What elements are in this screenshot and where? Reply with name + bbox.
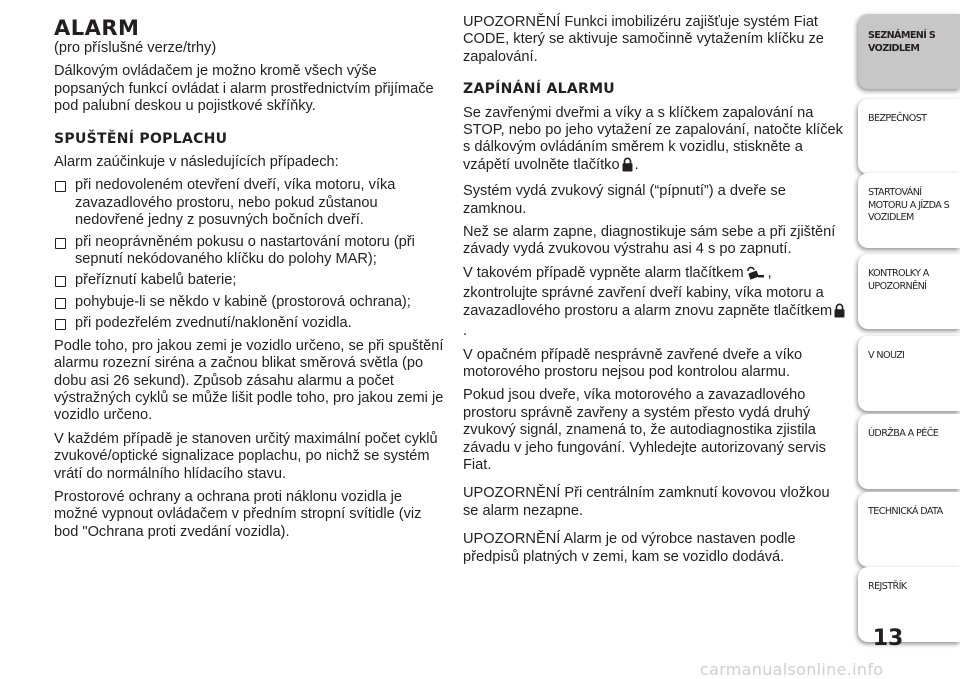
paragraph-country: Podle toho, pro jakou zemi je vozidlo určeno, se při spuštění alarmu rozezní siréna a začnou blikat směrová světla (po dobu asi 26 sekund). Způsob zásahu alarmu a počet výstražných cyklů se může lišit podle toho, pro jakou zemi je vozidlo určeno. — [54, 337, 444, 424]
heading-alarm-trigger: SPUŠTĚNÍ POPLACHU — [54, 130, 228, 147]
tab-maintenance[interactable]: ÚDRŽBA A PÉČE — [858, 414, 960, 489]
list-item: při nedovoleném otevření dveří, víka motoru, víka zavazadlového prostoru, nebo pokud zůstanou nedovřené jedny z posuvných bočních dveří. — [54, 177, 444, 229]
tab-warning-lights[interactable]: KONTROLKY A UPOZORNĚNÍ — [858, 254, 960, 329]
list-item: pohybuje-li se někdo v kabině (prostorová ochrana); — [54, 294, 444, 311]
list-item: při podezřelém zvednutí/naklonění vozidla. — [54, 315, 444, 332]
bullet-box-icon — [55, 238, 66, 249]
paragraph-second-beep: Pokud jsou dveře, víka motorového a zavazadlového prostoru správně zavřeny a systém přesto vydá druhý zvukový signál, znamená to, že autodiagnostika zjistila závadu v jeho fungování. Vyhledejte autorizovaný servis Fiat. — [463, 387, 826, 473]
open-padlock-key-icon — [746, 266, 766, 285]
paragraph-not-monitored: V opačném případě nesprávně zavřené dveře a víko motorového prostoru nejsou pod kontrolou alarmu. — [463, 346, 803, 380]
section-subtitle: (pro příslušné verze/trhy) — [54, 40, 217, 56]
watermark: carmanualsonline.info — [700, 660, 884, 679]
paragraph-max-cycles: V každém případě je stanoven určitý maximální počet cyklů zvukové/optické signalizace poplachu, po nichž se systém vrátí do normálního hlídacího stavu. — [54, 430, 438, 482]
tab-getting-to-know[interactable]: SEZNÁMENÍ S VOZIDLEM — [858, 14, 960, 89]
right-column — [463, 14, 848, 572]
heading-arming: ZAPÍNÁNÍ ALARMU — [463, 81, 615, 98]
tab-index[interactable]: REJSTŘÍK — [858, 567, 960, 642]
tab-starting-driving[interactable]: STARTOVÁNÍ MOTORU A JÍZDA S VOZIDLEM — [858, 173, 960, 248]
tab-emergency[interactable]: V NOUZI — [858, 336, 960, 411]
list-item: přeříznutí kabelů baterie; — [54, 272, 444, 289]
left-column — [54, 14, 444, 547]
tab-technical-data[interactable]: TECHNICKÁ DATA — [858, 492, 960, 567]
warning-central-lock: UPOZORNĚNÍ Při centrálním zamknutí kovovou vložkou se alarm nezapne. — [463, 485, 830, 519]
section-title: ALARM — [54, 16, 140, 40]
trigger-list — [54, 177, 444, 332]
paragraph-arming: Se zavřenými dveřmi a víky a s klíčkem zapalování na STOP, nebo po jeho vytažení ze zapalování, natočte klíček s dálkovým ovládáním směrem k vozidlu, stiskněte a vzápětí uvolněte tlačítko . — [463, 105, 848, 178]
warning-immobilizer: UPOZORNĚNÍ Funkci imobilizéru zajišťuje systém Fiat CODE, který se aktivuje samočinně vytažením klíčku ze zapalování. — [463, 14, 824, 65]
bullet-box-icon — [55, 319, 66, 330]
bullet-box-icon — [55, 276, 66, 287]
padlock-icon — [834, 303, 845, 323]
paragraph-beep: Systém vydá zvukový signál (“pípnutí”) a dveře se zamknou. — [463, 183, 786, 217]
chapter-tabs — [858, 0, 960, 678]
page-number: 13 — [872, 626, 904, 651]
bullet-box-icon — [55, 298, 66, 309]
bullet-box-icon — [55, 181, 66, 192]
warning-factory-setting: UPOZORNĚNÍ Alarm je od výrobce nastaven podle předpisů platných v zemi, kam se vozidlo dodává. — [463, 531, 796, 565]
paragraph-volumetric: Prostorové ochrany a ochrana proti náklonu vozidla je možné vypnout ovládačem v předním stropní svítidle (viz bod "Ochrana proti zvedání vozidla). — [54, 488, 422, 540]
paragraph-switch-off: V takovém případě vypněte alarm tlačítkem , zkontrolujte správné zavření dveří kabiny, víka motoru a zavazadlového prostoru a alarm znovu zapněte tlačítkem. — [463, 265, 848, 341]
intro-paragraph: Dálkovým ovládačem je možno kromě všech výše popsaných funkcí ovládat i alarm prostřednictvím přijímače pod palubní deskou u pojistkové skříňky. — [54, 63, 434, 115]
padlock-icon — [622, 157, 633, 177]
list-item: při neoprávněném pokusu o nastartování motoru (při sepnutí nekódovaného klíčku do polohy MAR); — [54, 234, 444, 269]
tab-safety[interactable]: BEZPEČNOST — [858, 99, 960, 174]
paragraph-diagnostics: Než se alarm zapne, diagnostikuje sám sebe a při zjištění závady vydá zvukovou výstrahu asi 4 s po zapnutí. — [463, 224, 836, 258]
trigger-intro: Alarm zaúčinkuje v následujících případech: — [54, 154, 339, 171]
